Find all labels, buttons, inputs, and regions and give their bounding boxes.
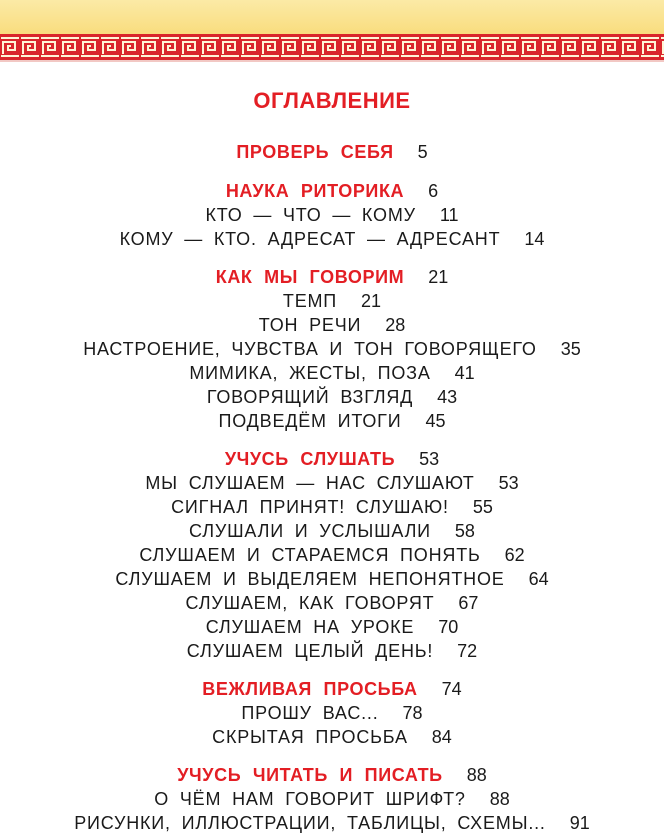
page-number: 88 [489, 789, 510, 809]
toc-section-heading [0, 449, 664, 470]
toc-entry [0, 363, 664, 384]
page-number: 5 [417, 142, 428, 162]
toc-entry-title: СЛУШАЕМ И ВЫДЕЛЯЕМ НЕПОНЯТНОЕ [115, 569, 505, 589]
page-number: 74 [441, 679, 462, 699]
toc-section-heading [0, 765, 664, 786]
toc-entry-title: СЛУШАЛИ И УСЛЫШАЛИ [189, 521, 431, 541]
toc-section-heading [0, 142, 664, 163]
page-number: 64 [528, 569, 549, 589]
page-number: 35 [560, 339, 581, 359]
page-number: 78 [402, 703, 423, 723]
toc-entry-title: СЛУШАЕМ И СТАРАЕМСЯ ПОНЯТЬ [139, 545, 481, 565]
toc-entry-title: КТО — ЧТО — КОМУ [205, 205, 416, 225]
page-number: 6 [428, 181, 439, 201]
toc-entry-title: НАСТРОЕНИЕ, ЧУВСТВА И ТОН ГОВОРЯЩЕГО [83, 339, 537, 359]
toc-entry-title: СЛУШАЕМ, КАК ГОВОРЯТ [185, 593, 435, 613]
page-number: 72 [457, 641, 478, 661]
toc-entry [0, 617, 664, 638]
toc-entry [0, 569, 664, 590]
toc-entry-title: СЛУШАЕМ ЦЕЛЫЙ ДЕНЬ! [186, 641, 434, 661]
toc-entry [0, 497, 664, 518]
toc-entry-title: ПОДВЕДЁМ ИТОГИ [218, 411, 402, 431]
page-number: 84 [431, 727, 452, 747]
toc-entry-title: ТОН РЕЧИ [258, 315, 362, 335]
toc-entry [0, 703, 664, 724]
page-number: 70 [438, 617, 459, 637]
toc-entry [0, 641, 664, 662]
toc-entry-title: ТЕМП [282, 291, 338, 311]
page-title: ОГЛАВЛЕНИЕ [253, 88, 411, 113]
page-number: 28 [385, 315, 406, 335]
page-number: 41 [454, 363, 475, 383]
toc-entry-title: МЫ СЛУШАЕМ — НАС СЛУШАЮТ [145, 473, 475, 493]
toc-section-heading [0, 181, 664, 202]
toc-entry-title: ВЕЖЛИВАЯ ПРОСЬБА [202, 679, 418, 699]
toc-entry [0, 593, 664, 614]
toc-entry [0, 727, 664, 748]
toc-entry-title: УЧУСЬ ЧИТАТЬ И ПИСАТЬ [177, 765, 443, 785]
page-number: 53 [419, 449, 440, 469]
toc-entry [0, 473, 664, 494]
page-number: 21 [361, 291, 382, 311]
page-number: 43 [437, 387, 458, 407]
toc-entry [0, 545, 664, 566]
toc-entry [0, 339, 664, 360]
page-number: 14 [524, 229, 545, 249]
toc-entry [0, 521, 664, 542]
page-number: 58 [454, 521, 475, 541]
page-number: 45 [425, 411, 446, 431]
toc-entry-title: СЛУШАЕМ НА УРОКЕ [205, 617, 415, 637]
toc-entry-title: СКРЫТАЯ ПРОСЬБА [212, 727, 408, 747]
page-number: 67 [458, 593, 479, 613]
toc-entry-title: ПРОВЕРЬ СЕБЯ [236, 142, 394, 162]
toc-entry [0, 205, 664, 226]
toc-entry-title: УЧУСЬ СЛУШАТЬ [224, 449, 396, 469]
toc-entry-title: КАК МЫ ГОВОРИМ [215, 267, 405, 287]
toc-entry-title: ГОВОРЯЩИЙ ВЗГЛЯД [206, 387, 414, 407]
toc-entry [0, 315, 664, 336]
toc-entry [0, 291, 664, 312]
page-number: 55 [472, 497, 493, 517]
toc-entry-title: НАУКА РИТОРИКА [225, 181, 405, 201]
page-number: 91 [569, 813, 590, 833]
page-number: 88 [466, 765, 487, 785]
toc-section-heading [0, 679, 664, 700]
toc-entry-title: КОМУ — КТО. АДРЕСАТ — АДРЕСАНТ [119, 229, 501, 249]
toc-entry-title: РИСУНКИ, ИЛЛЮСТРАЦИИ, ТАБЛИЦЫ, СХЕМЫ... [74, 813, 546, 833]
page-number: 11 [439, 205, 459, 225]
toc-section-heading [0, 267, 664, 288]
toc-entry-title: О ЧЁМ НАМ ГОВОРИТ ШРИФТ? [154, 789, 466, 809]
page-number: 62 [504, 545, 525, 565]
toc-entry-title: МИМИКА, ЖЕСТЫ, ПОЗА [189, 363, 431, 383]
page-number: 21 [428, 267, 449, 287]
toc-entry [0, 813, 664, 834]
toc-entry [0, 229, 664, 250]
toc-entry-title: СИГНАЛ ПРИНЯТ! СЛУШАЮ! [171, 497, 449, 517]
toc-entry [0, 789, 664, 810]
toc-entry-title: ПРОШУ ВАС... [241, 703, 379, 723]
toc-entry [0, 411, 664, 432]
toc-entry [0, 387, 664, 408]
page-number: 53 [498, 473, 519, 493]
